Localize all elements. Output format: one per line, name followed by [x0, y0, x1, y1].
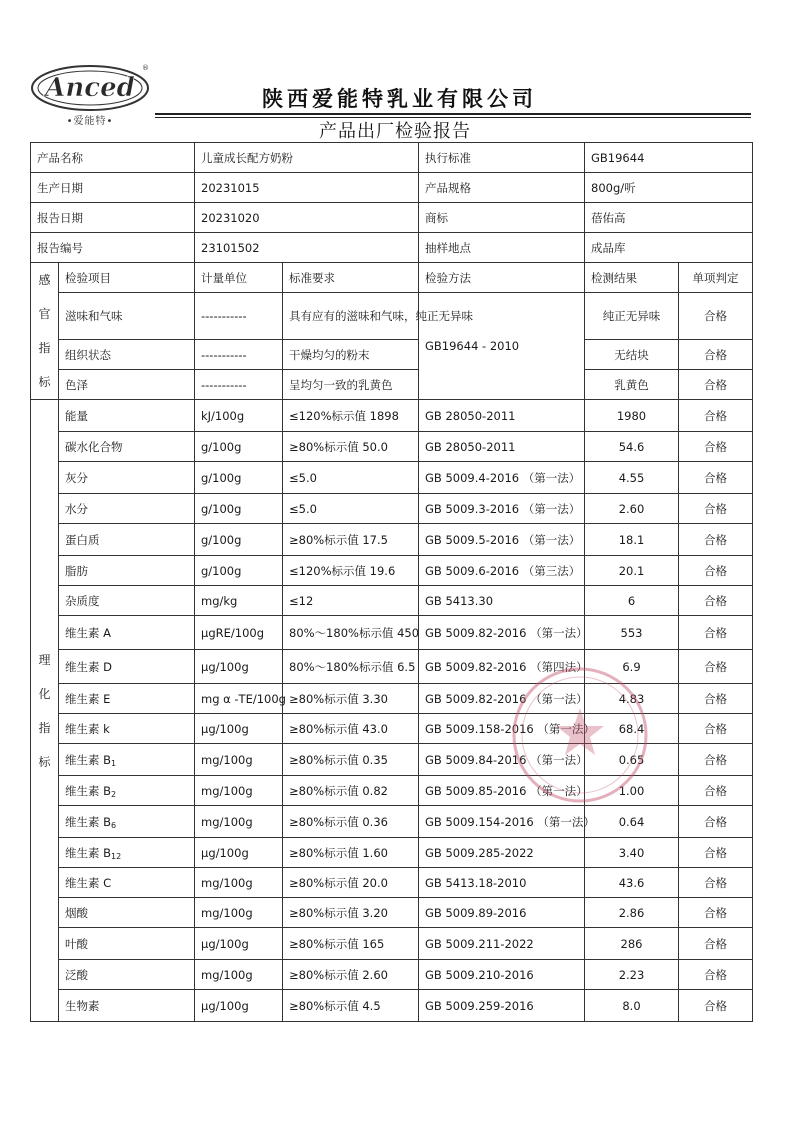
method-cell: GB 5009.85-2016 （第一法） [419, 776, 585, 806]
requirement-cell: ≥80%标示值 17.5 [283, 524, 419, 556]
requirement-cell: 干燥均匀的粉末 [283, 340, 419, 370]
method-cell: GB 28050-2011 [419, 432, 585, 462]
method-cell: GB 5009.82-2016 （第一法） [419, 616, 585, 650]
requirement-cell: 80%～180%标示值 6.5 [283, 650, 419, 684]
requirement-cell: ≥80%标示值 20.0 [283, 868, 419, 898]
table-row [31, 776, 753, 806]
info-value: 儿童成长配方奶粉 [195, 143, 419, 173]
column-header-row [31, 263, 753, 293]
svg-text:®: ® [142, 64, 149, 72]
info-label: 生产日期 [31, 173, 195, 203]
unit-cell: μg/100g [195, 990, 283, 1022]
table-row [31, 556, 753, 586]
verdict-cell: 合格 [679, 400, 753, 432]
unit-cell: μg/100g [195, 714, 283, 744]
table-row [31, 370, 753, 400]
table-row [31, 990, 753, 1022]
info-row [31, 173, 753, 203]
info-value: 800g/听 [585, 173, 753, 203]
verdict-cell: 合格 [679, 340, 753, 370]
info-row [31, 233, 753, 263]
requirement-cell: 呈均匀一致的乳黄色 [283, 370, 419, 400]
method-cell: GB 5009.211-2022 [419, 928, 585, 960]
method-cell: GB 5009.285-2022 [419, 838, 585, 868]
item-cell: 维生素 D [59, 650, 195, 684]
requirement-cell: ≥80%标示值 0.35 [283, 744, 419, 776]
column-header: 检验项目 [59, 263, 195, 293]
requirement-cell: ≥80%标示值 0.82 [283, 776, 419, 806]
physchem-section [31, 400, 753, 1022]
report-header [0, 0, 790, 150]
verdict-cell: 合格 [679, 432, 753, 462]
requirement-cell: ≤120%标示值 19.6 [283, 556, 419, 586]
unit-cell: μgRE/100g [195, 616, 283, 650]
info-value: 蓓佑高 [585, 203, 753, 233]
info-label: 产品名称 [31, 143, 195, 173]
requirement-cell: ≤12 [283, 586, 419, 616]
unit-cell: mg/100g [195, 744, 283, 776]
verdict-cell: 合格 [679, 838, 753, 868]
info-label: 商标 [419, 203, 585, 233]
method-cell: GB 5009.154-2016 （第一法） [419, 806, 585, 838]
requirement-cell: ≥80%标示值 0.36 [283, 806, 419, 838]
method-cell: GB 5413.18-2010 [419, 868, 585, 898]
unit-cell: g/100g [195, 556, 283, 586]
item-cell: 滋味和气味 [59, 293, 195, 340]
table-row [31, 432, 753, 462]
info-label: 执行标准 [419, 143, 585, 173]
result-cell: 4.83 [585, 684, 679, 714]
item-cell: 维生素 A [59, 616, 195, 650]
table-row [31, 524, 753, 556]
method-cell: GB 5009.5-2016 （第一法） [419, 524, 585, 556]
unit-cell: mg/100g [195, 806, 283, 838]
unit-cell: g/100g [195, 494, 283, 524]
item-cell: 维生素 k [59, 714, 195, 744]
table-row [31, 744, 753, 776]
table-row [31, 868, 753, 898]
method-cell: GB 5009.158-2016 （第一法） [419, 714, 585, 744]
result-cell: 0.64 [585, 806, 679, 838]
unit-cell: μg/100g [195, 928, 283, 960]
result-cell: 18.1 [585, 524, 679, 556]
table-row [31, 898, 753, 928]
method-cell: GB 5009.82-2016 （第四法） [419, 650, 585, 684]
result-cell: 68.4 [585, 714, 679, 744]
method-cell: GB 28050-2011 [419, 400, 585, 432]
table-row [31, 806, 753, 838]
column-header: 检测结果 [585, 263, 679, 293]
result-cell: 6 [585, 586, 679, 616]
table-row [31, 684, 753, 714]
item-cell: 色泽 [59, 370, 195, 400]
result-cell: 0.65 [585, 744, 679, 776]
verdict-cell: 合格 [679, 586, 753, 616]
table-row [31, 960, 753, 990]
result-cell: 纯正无异味 [585, 293, 679, 340]
method-cell: GB 5009.89-2016 [419, 898, 585, 928]
unit-cell: μg/100g [195, 838, 283, 868]
table-row [31, 462, 753, 494]
verdict-cell: 合格 [679, 744, 753, 776]
physchem-category-label: 理 化 指 标 [31, 400, 59, 1022]
requirement-cell: ≥80%标示值 4.5 [283, 990, 419, 1022]
table-row [31, 650, 753, 684]
method-cell: GB 5009.6-2016 （第三法） [419, 556, 585, 586]
unit-cell: mg/100g [195, 776, 283, 806]
item-cell: 灰分 [59, 462, 195, 494]
item-cell: 维生素 $B_1$ [59, 744, 195, 776]
method-cell: GB 5413.30 [419, 586, 585, 616]
unit-cell: ----------- [195, 370, 283, 400]
requirement-cell: ≤120%标示值 1898 [283, 400, 419, 432]
unit-cell: mg/100g [195, 898, 283, 928]
unit-cell: kJ/100g [195, 400, 283, 432]
verdict-cell: 合格 [679, 714, 753, 744]
table-row [31, 340, 753, 370]
item-cell: 叶酸 [59, 928, 195, 960]
table-row [31, 838, 753, 868]
info-value: 23101502 [195, 233, 419, 263]
verdict-cell: 合格 [679, 868, 753, 898]
table-row [31, 494, 753, 524]
info-value: 20231015 [195, 173, 419, 203]
info-row [31, 143, 753, 173]
verdict-cell: 合格 [679, 524, 753, 556]
item-subscript: 12 [111, 851, 122, 861]
info-label: 产品规格 [419, 173, 585, 203]
verdict-cell: 合格 [679, 806, 753, 838]
result-cell: 乳黄色 [585, 370, 679, 400]
result-cell: 8.0 [585, 990, 679, 1022]
requirement-cell: 80%～180%标示值 450 [283, 616, 419, 650]
verdict-cell: 合格 [679, 684, 753, 714]
item-subscript: 1 [111, 758, 117, 768]
column-header: 计量单位 [195, 263, 283, 293]
verdict-cell: 合格 [679, 776, 753, 806]
verdict-cell: 合格 [679, 960, 753, 990]
info-label: 抽样地点 [419, 233, 585, 263]
column-header: 单项判定 [679, 263, 753, 293]
result-cell: 2.86 [585, 898, 679, 928]
item-cell: 维生素 $B_6$ [59, 806, 195, 838]
sensory-method-cell: GB19644 - 2010 [419, 293, 585, 400]
table-row [31, 714, 753, 744]
column-header: 标准要求 [283, 263, 419, 293]
result-cell: 1.00 [585, 776, 679, 806]
unit-cell: mg/100g [195, 868, 283, 898]
method-cell: GB 5009.4-2016 （第一法） [419, 462, 585, 494]
svg-text:Anced: Anced [45, 73, 135, 103]
method-cell: GB 5009.3-2016 （第一法） [419, 494, 585, 524]
table-row [31, 586, 753, 616]
header-rule [155, 113, 751, 115]
result-cell: 54.6 [585, 432, 679, 462]
verdict-cell: 合格 [679, 898, 753, 928]
unit-cell: mg α -TE/100g [195, 684, 283, 714]
requirement-cell: ≥80%标示值 1.60 [283, 838, 419, 868]
verdict-cell: 合格 [679, 616, 753, 650]
item-cell: 烟酸 [59, 898, 195, 928]
item-cell: 维生素 C [59, 868, 195, 898]
item-cell: 碳水化合物 [59, 432, 195, 462]
column-header: 检验方法 [419, 263, 585, 293]
unit-cell: g/100g [195, 432, 283, 462]
result-cell: 3.40 [585, 838, 679, 868]
table-row [31, 928, 753, 960]
table-row [31, 400, 753, 432]
result-cell: 6.9 [585, 650, 679, 684]
requirement-cell: ≥80%标示值 43.0 [283, 714, 419, 744]
item-cell: 脂肪 [59, 556, 195, 586]
report-title: 产品出厂检验报告 [319, 121, 471, 142]
item-subscript: 2 [111, 789, 117, 799]
requirement-cell: ≥80%标示值 3.30 [283, 684, 419, 714]
result-cell: 20.1 [585, 556, 679, 586]
unit-cell: g/100g [195, 524, 283, 556]
item-subscript: 6 [111, 820, 117, 830]
info-value: GB19644 [585, 143, 753, 173]
info-row [31, 203, 753, 233]
requirement-cell: ≥80%标示值 50.0 [283, 432, 419, 462]
result-cell: 43.6 [585, 868, 679, 898]
unit-cell: mg/kg [195, 586, 283, 616]
verdict-cell: 合格 [679, 370, 753, 400]
company-name: 陕西爱能特乳业有限公司 [262, 86, 537, 111]
requirement-cell: ≤5.0 [283, 462, 419, 494]
result-cell: 553 [585, 616, 679, 650]
result-cell: 2.23 [585, 960, 679, 990]
verdict-cell: 合格 [679, 556, 753, 586]
requirement-cell: ≥80%标示值 3.20 [283, 898, 419, 928]
unit-cell: ----------- [195, 293, 283, 340]
result-cell: 无结块 [585, 340, 679, 370]
requirement-cell: ≥80%标示值 165 [283, 928, 419, 960]
sensory-category-label: 感 官 指 标 [31, 263, 59, 400]
method-cell: GB 5009.84-2016 （第一法） [419, 744, 585, 776]
verdict-cell: 合格 [679, 293, 753, 340]
verdict-cell: 合格 [679, 650, 753, 684]
method-cell: GB 5009.82-2016 （第一法） [419, 684, 585, 714]
info-label: 报告日期 [31, 203, 195, 233]
item-cell: 水分 [59, 494, 195, 524]
item-cell: 维生素 E [59, 684, 195, 714]
logo-subtitle: •爱能特• [66, 116, 114, 127]
verdict-cell: 合格 [679, 494, 753, 524]
verdict-cell: 合格 [679, 928, 753, 960]
result-cell: 2.60 [585, 494, 679, 524]
requirement-cell: 具有应有的滋味和气味，纯正无异味 [283, 293, 419, 340]
item-cell: 维生素 $B_{12}$ [59, 838, 195, 868]
result-cell: 286 [585, 928, 679, 960]
requirement-cell: ≥80%标示值 2.60 [283, 960, 419, 990]
requirement-cell: ≤5.0 [283, 494, 419, 524]
verdict-cell: 合格 [679, 462, 753, 494]
item-cell: 蛋白质 [59, 524, 195, 556]
item-cell: 能量 [59, 400, 195, 432]
item-cell: 维生素 $B_2$ [59, 776, 195, 806]
method-cell: GB 5009.210-2016 [419, 960, 585, 990]
table-row [31, 616, 753, 650]
item-cell: 生物素 [59, 990, 195, 1022]
result-cell: 1980 [585, 400, 679, 432]
item-cell: 组织状态 [59, 340, 195, 370]
unit-cell: ----------- [195, 340, 283, 370]
unit-cell: mg/100g [195, 960, 283, 990]
inspection-table [30, 142, 753, 1022]
table-row [31, 293, 753, 340]
item-cell: 泛酸 [59, 960, 195, 990]
verdict-cell: 合格 [679, 990, 753, 1022]
logo-mark [30, 58, 150, 114]
info-value: 20231020 [195, 203, 419, 233]
unit-cell: μg/100g [195, 650, 283, 684]
result-cell: 4.55 [585, 462, 679, 494]
info-label: 报告编号 [31, 233, 195, 263]
info-value: 成品库 [585, 233, 753, 263]
item-cell: 杂质度 [59, 586, 195, 616]
unit-cell: g/100g [195, 462, 283, 494]
method-cell: GB 5009.259-2016 [419, 990, 585, 1022]
